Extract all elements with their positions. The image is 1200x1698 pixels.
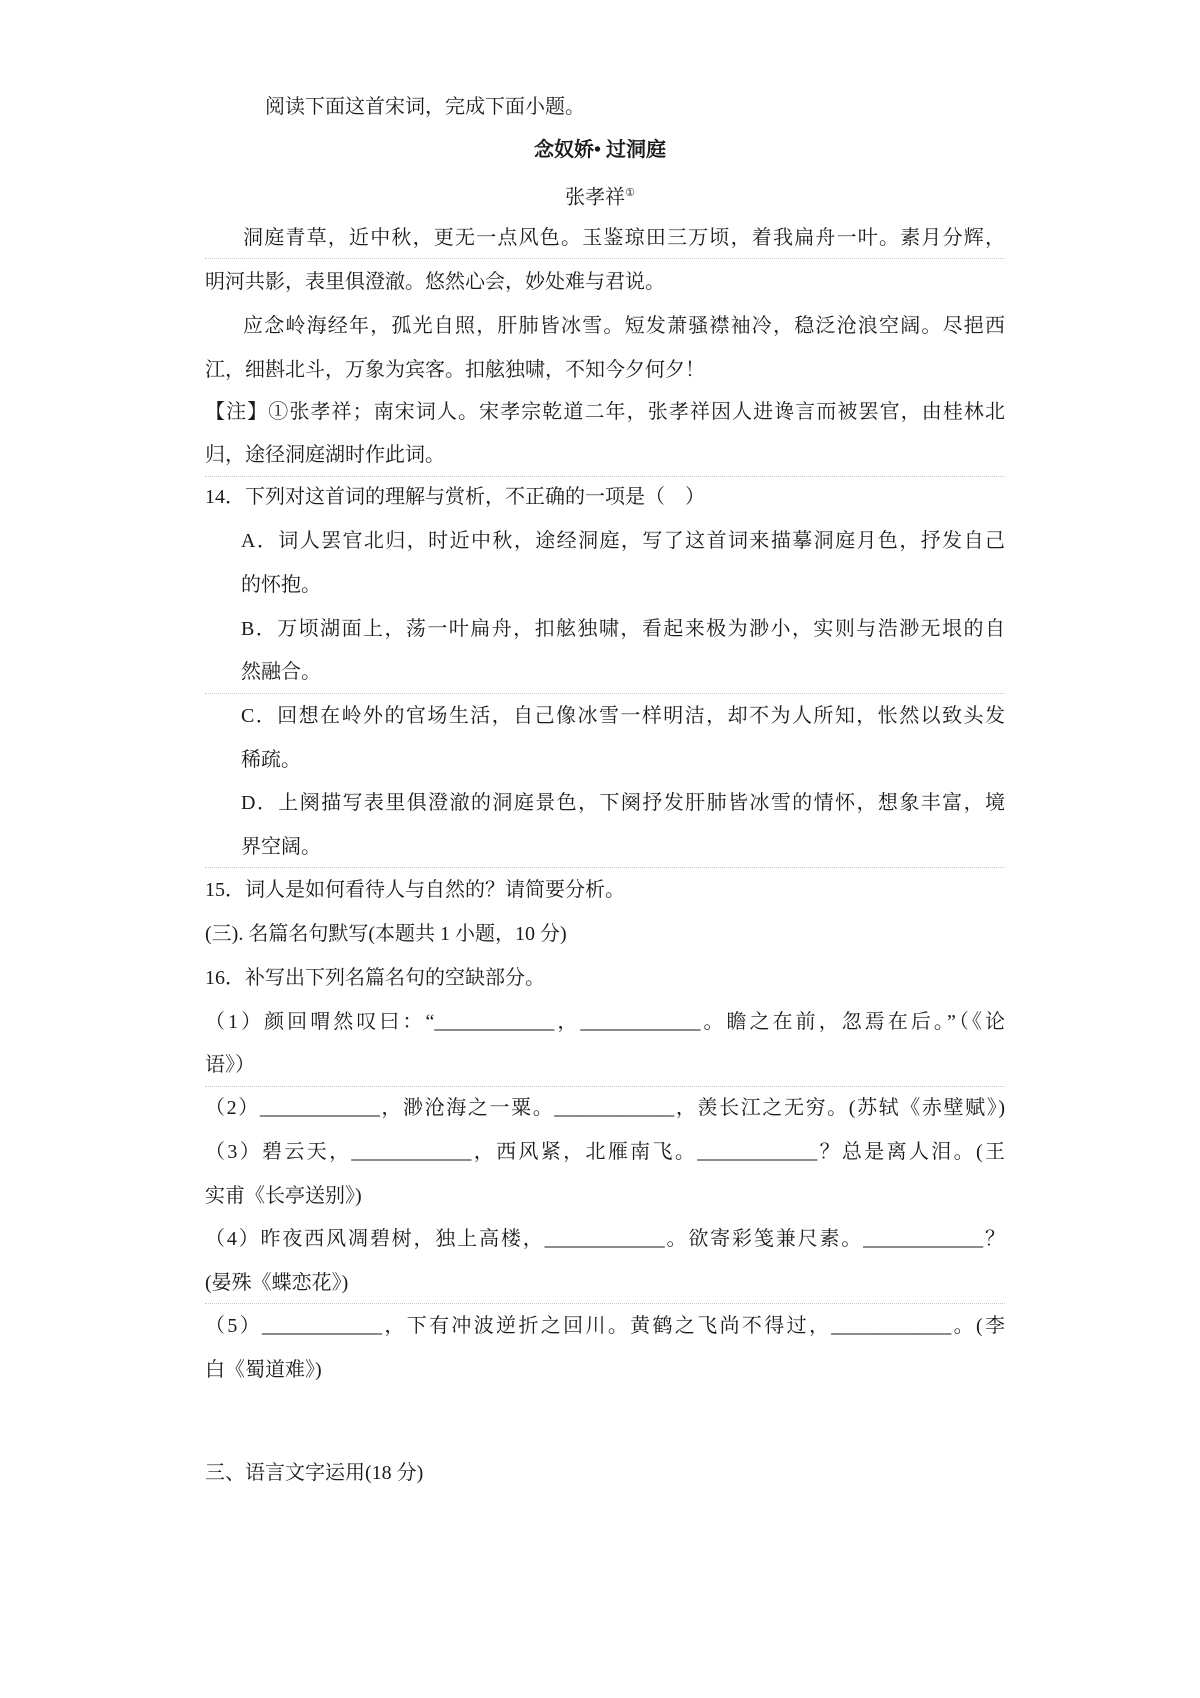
intro-text: 阅读下面这首宋词，完成下面小题。	[265, 96, 585, 118]
poem-line: 明河共影，表里俱澄澈。悠然心会，妙处难与君说。	[205, 271, 665, 293]
q16-item-3: （3）碧云天，____________，西风紧，北雁南飞。____________？总是离人泪。(王	[205, 1141, 1005, 1163]
q16-item-5: （5）____________，下有冲波逆折之回川。黄鹤之飞尚不得过，____________。(李	[205, 1315, 1005, 1337]
q14-option-d-cont: 界空阔。	[241, 836, 321, 858]
note-line: 【注】①张孝祥；南宋词人。宋孝宗乾道二年，张孝祥因人进谗言而被罢官，由桂林北	[205, 401, 1005, 423]
q14-option-a[interactable]: A．词人罢官北归，时近中秋，途经洞庭，写了这首词来描摹洞庭月色，抒发自己	[241, 530, 1005, 552]
section-heading: (三). 名篇名句默写(本题共 1 小题，10 分)	[205, 923, 567, 945]
poem-title: 念奴娇• 过洞庭	[533, 139, 666, 161]
q16-item-5-cont: 白《蜀道难》)	[205, 1359, 322, 1381]
q16-item-4-cont: (晏殊《蝶恋花》)	[205, 1272, 349, 1294]
poem-author	[0, 179, 1200, 212]
note-line: 归，途径洞庭湖时作此词。	[205, 444, 445, 466]
q14-option-b[interactable]: B．万顷湖面上，荡一叶扁舟，扣舷独啸，看起来极为渺小，实则与浩渺无垠的自	[241, 618, 1005, 640]
q14-option-d[interactable]: D．上阕描写表里俱澄澈的洞庭景色，下阕抒发肝肺皆冰雪的情怀，想象丰富，境	[241, 792, 1005, 814]
author-name: 张孝祥	[565, 186, 626, 209]
q14-option-c[interactable]: C．回想在岭外的官场生活，自己像冰雪一样明洁，却不为人所知，怅然以致头发	[241, 705, 1005, 727]
poem-line: 应念岭海经年，孤光自照，肝肺皆冰雪。短发萧骚襟袖冷，稳泛沧浪空阔。尽挹西	[243, 315, 1005, 337]
divider	[205, 476, 1005, 477]
q14-option-b-cont: 然融合。	[241, 661, 321, 683]
divider	[205, 1303, 1005, 1304]
q16-item-1: （1）颜回喟然叹曰：“____________，____________。瞻之在前，忽焉在后。”（《论	[205, 1011, 1005, 1033]
divider	[205, 693, 1005, 694]
q16-item-4: （4）昨夜西风凋碧树，独上高楼，____________。欲寄彩笺兼尺素。____________？	[205, 1228, 1005, 1250]
q15-stem: 15．词人是如何看待人与自然的？请简要分析。	[205, 879, 625, 901]
q16-item-3-cont: 实甫《长亭送别》)	[205, 1185, 362, 1207]
divider	[205, 867, 1005, 868]
q14-option-a-cont: 的怀抱。	[241, 574, 321, 596]
q16-item-2: （2）____________，渺沧海之一粟。____________，羡长江之无穷。(苏轼《赤壁赋》)	[205, 1097, 1005, 1119]
footnote-mark: ①	[625, 187, 635, 199]
divider	[205, 1086, 1005, 1087]
q16-stem: 16．补写出下列名篇名句的空缺部分。	[205, 967, 545, 989]
poem-line: 洞庭青草，近中秋，更无一点风色。玉鉴琼田三万顷，着我扁舟一叶。素月分辉，	[243, 227, 1005, 249]
q14-option-c-cont: 稀疏。	[241, 749, 301, 771]
part-heading: 三、语言文字运用(18 分)	[205, 1462, 424, 1484]
q16-item-1-cont: 语》）	[205, 1054, 255, 1076]
divider	[205, 258, 1005, 259]
poem-line: 江，细斟北斗，万象为宾客。扣舷独啸，不知今夕何夕！	[205, 359, 705, 381]
q14-stem: 14．下列对这首词的理解与赏析，不正确的一项是（ ）	[205, 486, 705, 508]
